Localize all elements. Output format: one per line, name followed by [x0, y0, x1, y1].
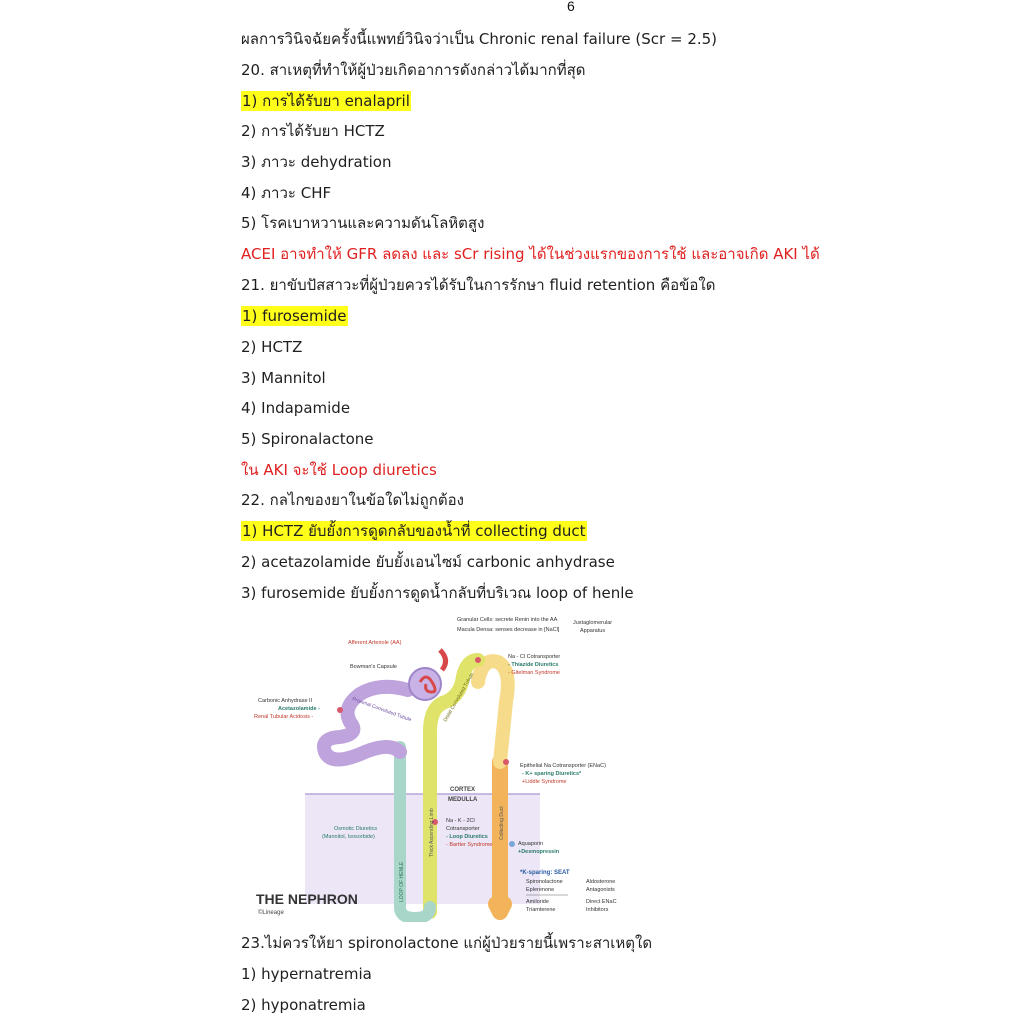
granular-label: Granular Cells: secrete Renin into the AA: [457, 617, 558, 623]
nkcc-label-3: - Loop Diuretics: [446, 834, 488, 840]
ncc-label-2: - Thiazide Diuretics: [508, 662, 559, 668]
ca-label-3: Renal Tubular Acidosis -: [254, 714, 314, 720]
seat-e: Eplerenone: [526, 887, 555, 893]
bowman-label: Bowman's Capsule: [350, 664, 397, 670]
question-22: 22. กลไกของยาในข้อใดไม่ถูกต้อง: [241, 491, 464, 509]
q21-option-4: 4) Indapamide: [241, 399, 351, 417]
tal-label: Thick Ascending Limb: [429, 808, 435, 857]
seat-a: Amiloride: [526, 899, 549, 905]
aqp-label-1: Aquaporin: [518, 841, 544, 847]
nkcc-label-2: Cotransporter: [446, 826, 480, 832]
q21-answer-1: 1) furosemide: [242, 307, 347, 325]
question-20: 20. สาเหตุที่ทำให้ผู้ป่วยเกิดอาการดังกล่าวได้มากที่สุด: [241, 61, 586, 79]
nkcc-label-1: Na - K - 2Cl: [446, 818, 475, 824]
ncc-label-3: - Gitelman Syndrome: [508, 670, 560, 676]
loop-label: LOOP OF HENLE: [399, 861, 405, 902]
q21-option-2: 2) HCTZ: [241, 338, 303, 356]
ca-label-2: Acetazolamide -: [278, 706, 320, 712]
osm-label-1: Osmotic Diuretics: [334, 826, 378, 832]
dct-label: Distal Convoluted Tubule: [442, 671, 476, 723]
medulla-label: MEDULLA: [448, 797, 478, 803]
marker-ca: [337, 707, 343, 713]
aqp-label-2: +Desmopressin: [518, 849, 560, 855]
seat-title: *K-sparing: SEAT: [520, 870, 570, 876]
q20-answer-1: 1) การได้รับยา enalapril: [242, 92, 410, 110]
q23-option-2: 2) hyponatremia: [241, 996, 366, 1014]
nkcc-label-4: - Bartter Syndrome: [446, 842, 493, 848]
seat-t: Triamterene: [526, 907, 556, 913]
marker-ncc: [475, 657, 481, 663]
q20-option-2: 2) การได้รับยา HCTZ: [241, 122, 385, 140]
page-number: 6: [567, 0, 575, 14]
nephron-credit: ©Lineage: [258, 910, 284, 916]
proximal-tubule: [324, 687, 408, 760]
macula-label: Macula Densa: senses decrease in [NaCl]: [457, 627, 560, 633]
marker-aquaporin: [509, 841, 515, 847]
q20-option-5: 5) โรคเบาหวานและความดันโลหิตสูง: [241, 214, 485, 232]
jga-label-1: Juxtaglomerular: [573, 620, 613, 626]
nephron-figure: [250, 612, 630, 922]
q23-option-1: 1) hypernatremia: [241, 965, 372, 983]
question-23: 23.ไม่ควรให้ยา spironolactone แก่ผู้ป่วยรายนี้เพราะสาเหตุใด: [241, 934, 653, 952]
cortex-label: CORTEX: [450, 787, 476, 793]
seat-group2-a: Direct ENaC: [586, 899, 617, 905]
seat-group1-b: Antagonists: [586, 887, 615, 893]
q21-option-5: 5) Spironalactone: [241, 430, 374, 448]
diagnosis-line: ผลการวินิจฉัยครั้งนี้แพทย์วินิจว่าเป็น Chronic renal failure (Scr = 2.5): [241, 30, 718, 48]
jga-label-2: Apparatus: [580, 628, 606, 634]
seat-group1-a: Aldosterone: [586, 879, 616, 885]
seat-s: Spironolactone: [526, 879, 563, 885]
ca-label-1: Carbonic Anhydrase II: [258, 698, 313, 704]
q22-answer-1: 1) HCTZ ยับยั้งการดูดกลับของน้ำที่ collecting duct: [242, 522, 586, 540]
enac-label-3: +Liddle Syndrome: [522, 779, 567, 785]
nephron-title: THE NEPHRON: [256, 891, 358, 907]
seat-group2-b: Inhibitors: [586, 907, 609, 913]
q20-option-3: 3) ภาวะ dehydration: [241, 153, 392, 171]
q22-option-3: 3) furosemide ยับยั้งการดูดน้ำกลับที่บริเวณ loop of henle: [241, 584, 634, 602]
enac-label-2: - K+ sparing Diuretics*: [522, 771, 582, 777]
ncc-label-1: Na - Cl Cotransporter: [508, 654, 561, 660]
aa-label: Afferent Arteriole (AA): [348, 640, 402, 646]
afferent-arteriole: [440, 650, 446, 670]
question-21: 21. ยาขับปัสสาวะที่ผู้ป่วยควรได้รับในการรักษา fluid retention คือข้อใด: [241, 276, 716, 294]
q22-option-2: 2) acetazolamide ยับยั้งเอนไซม์ carbonic anhydrase: [241, 553, 615, 571]
osm-label-2: (Mannitol, Isosorbide): [322, 834, 375, 840]
cd-label: Collecting Duct: [499, 806, 505, 840]
q21-explanation: ใน AKI จะใช้ Loop diuretics: [241, 461, 437, 479]
marker-enac: [503, 759, 509, 765]
q21-option-3: 3) Mannitol: [241, 369, 326, 387]
q20-option-4: 4) ภาวะ CHF: [241, 184, 332, 202]
q20-explanation: ACEI อาจทำให้ GFR ลดลง และ sCr rising ได้ในช่วงแรกของการใช้ และอาจเกิด AKI ได้: [241, 245, 820, 263]
connecting-tubule: [478, 661, 508, 762]
enac-label-1: Epithelial Na Cotransporter (ENaC): [520, 763, 606, 769]
pct-label: Proximal Convoluted Tubule: [351, 696, 413, 724]
